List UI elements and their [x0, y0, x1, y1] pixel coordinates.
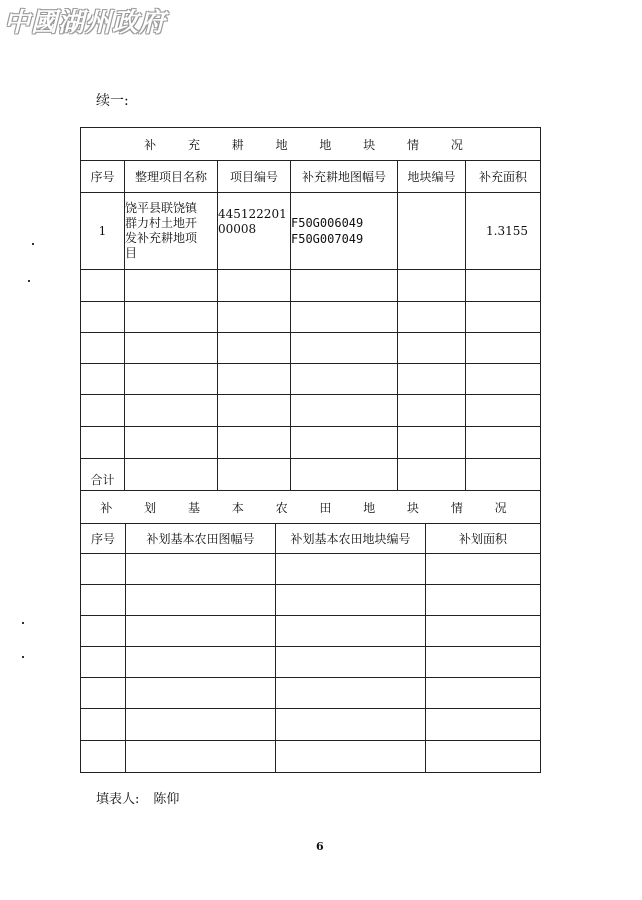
table-row [81, 364, 541, 395]
row1-project-name [125, 193, 218, 270]
row1-project-code [218, 193, 291, 270]
total-label: 合计 [81, 459, 125, 491]
row1-project-name-line: 饶平县联饶镇 [125, 201, 198, 215]
row1-project-name-line: 发补充耕地项 [125, 231, 198, 245]
filled-by [96, 788, 179, 807]
scan-speck [22, 656, 24, 658]
header-plot-number: 补划基本农田地块编号 [276, 524, 426, 554]
row1-project-name-line: 群力村土地开 [125, 216, 198, 230]
watermark-logo: 中國湖州政府 [4, 8, 167, 38]
table-row [81, 585, 541, 616]
header-area: 补划面积 [426, 524, 541, 554]
table-row [81, 302, 541, 333]
header-area: 补充面积 [466, 161, 541, 193]
table-row [81, 193, 541, 270]
header-map-sheet: 补充耕地图幅号 [291, 161, 398, 193]
basic-farmland-table [80, 490, 541, 773]
scan-speck [22, 622, 24, 624]
row1-project-code-line: 00008 [218, 222, 257, 236]
table-row [81, 427, 541, 459]
table-row [81, 678, 541, 709]
table-row [81, 333, 541, 364]
row1-project-name-line: 目 [125, 246, 138, 260]
table-row [81, 616, 541, 647]
table-row [81, 395, 541, 427]
row1-map-sheets [291, 193, 398, 270]
row1-plot-number [398, 193, 466, 270]
filled-by-name: 陈仰 [153, 792, 180, 807]
page-number: 6 [316, 840, 324, 853]
total-row [81, 459, 541, 491]
table-row [81, 709, 541, 741]
table-row [81, 647, 541, 678]
table1-title: 补 充 耕 地 地 块 情 况 [81, 128, 541, 161]
continued-label: 续一: [96, 93, 129, 109]
scan-speck [32, 243, 34, 245]
table-row [81, 741, 541, 773]
row1-map-sheet-line: F50G006049 [291, 216, 364, 230]
supplementary-farmland-table [80, 127, 541, 491]
filled-by-label: 填表人: [96, 792, 140, 807]
header-map-sheet: 补划基本农田图幅号 [126, 524, 276, 554]
header-project-name: 整理项目名称 [125, 161, 218, 193]
header-project-code: 项目编号 [218, 161, 291, 193]
scan-speck [28, 280, 30, 282]
row1-area: 1.3155 [466, 193, 541, 270]
row1-project-code-line: 445122201 [218, 207, 287, 221]
table2-title: 补 划 基 本 农 田 地 块 情 况 [81, 491, 541, 524]
header-seq: 序号 [81, 524, 126, 554]
header-seq: 序号 [81, 161, 125, 193]
row1-map-sheet-line: F50G007049 [291, 232, 364, 246]
header-plot-number: 地块编号 [398, 161, 466, 193]
row1-seq: 1 [81, 193, 125, 270]
table-row [81, 554, 541, 585]
table-row [81, 270, 541, 302]
